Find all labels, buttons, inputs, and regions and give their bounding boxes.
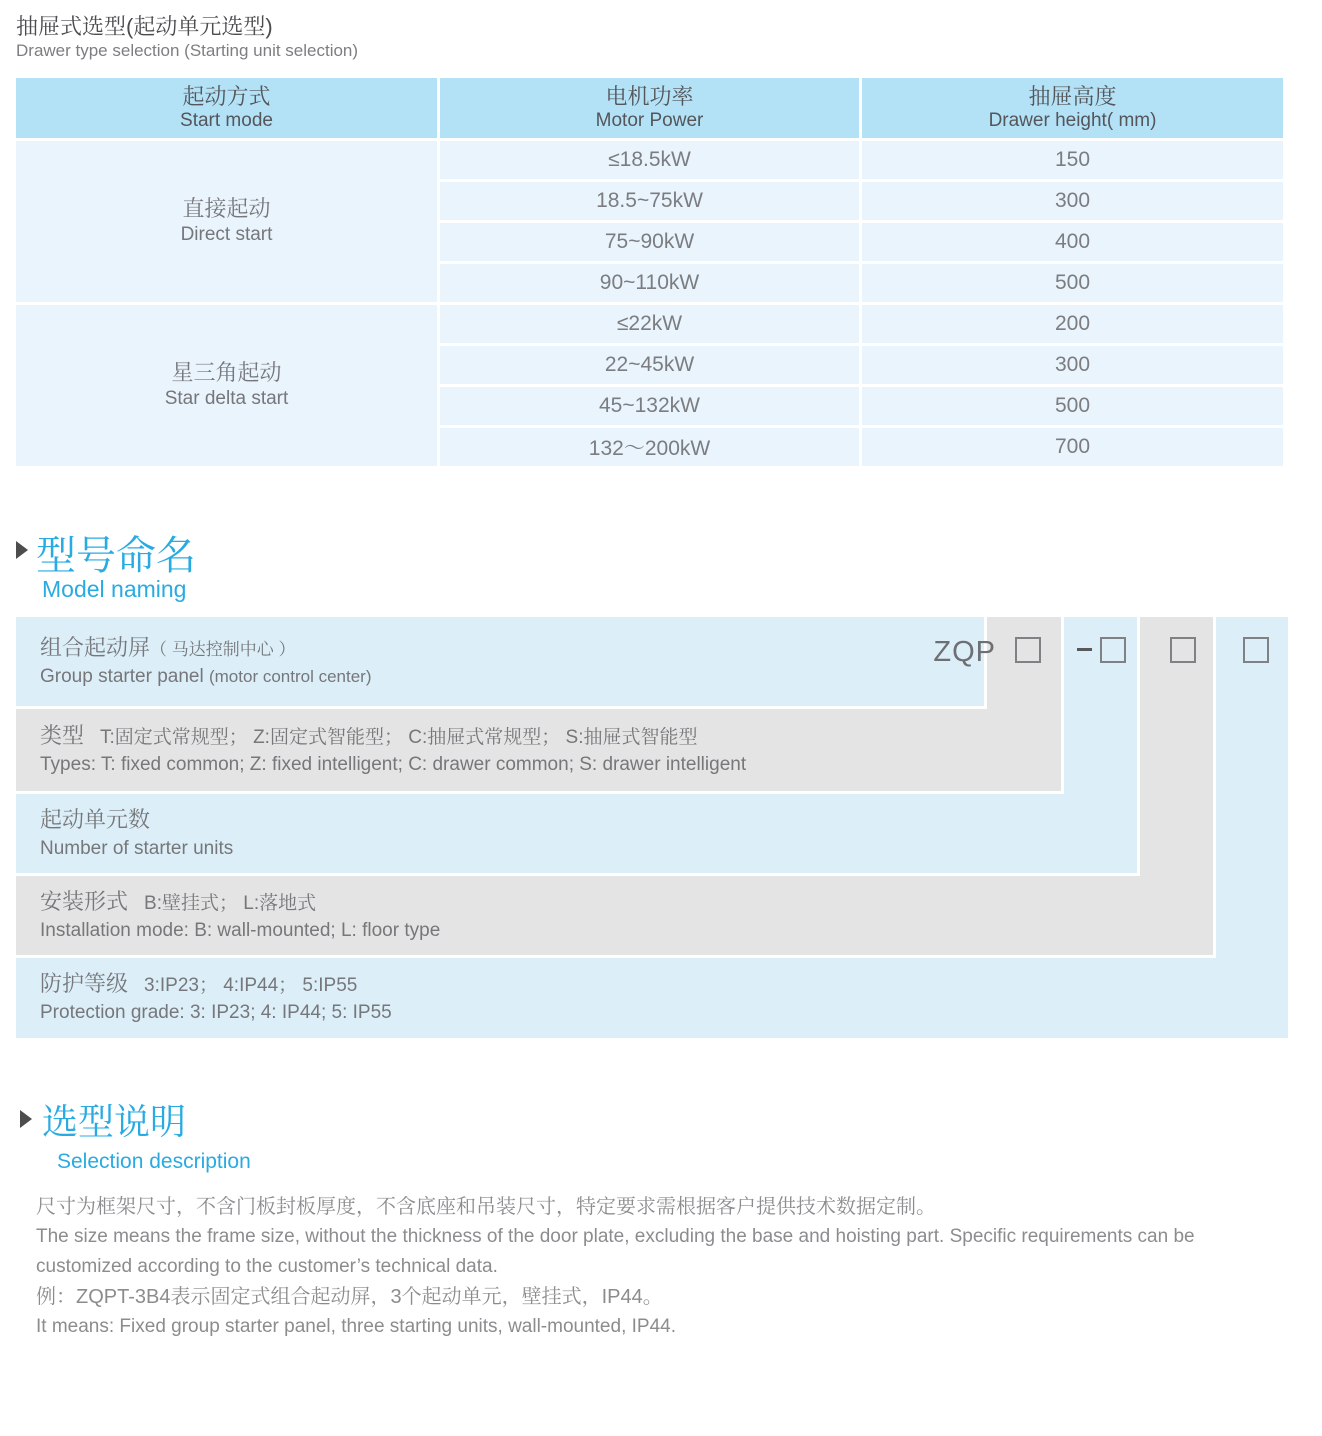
table-cell-height: 300 <box>862 346 1283 384</box>
header-cn: 电机功率 <box>605 83 694 109</box>
table-cell-power: 45~132kW <box>440 387 859 425</box>
row-detail: B:壁挂式； L:落地式 <box>144 892 317 914</box>
row-en: Group starter panel <box>40 665 209 687</box>
group-cn: 星三角起动 <box>171 359 282 385</box>
row-label: 类型 <box>40 723 85 749</box>
column-header-start-mode <box>16 78 437 138</box>
drawer-selection-table <box>16 78 1283 466</box>
model-code-box-installation <box>1170 637 1196 663</box>
table-cell-height: 150 <box>862 141 1283 179</box>
description-size-en: The size means the frame size, without the thickness of the door plate, excluding the base and hoisting part. Specific requirements can be customized according to the customer’s technical data. <box>36 1226 1195 1277</box>
naming-row-protection-grade <box>16 958 1288 1038</box>
selection-description-text <box>36 1192 1290 1342</box>
description-size-cn: 尺寸为框架尺寸，不含门板封板厚度，不含底座和吊装尺寸，特定要求需根据客户提供技术数据定制。 <box>36 1196 936 1218</box>
row-cn-sub: （ 马达控制中心 ） <box>150 639 296 659</box>
table-cell-power: ≤22kW <box>440 305 859 343</box>
group-en: Direct start <box>180 224 273 246</box>
table-cell-power: 18.5~75kW <box>440 182 859 220</box>
table-cell-height: 700 <box>862 428 1283 466</box>
table-group-direct-start <box>16 141 437 302</box>
column-header-motor-power <box>440 78 859 138</box>
row-label: 防护等级 <box>40 971 129 997</box>
model-code-box-type <box>1015 637 1041 663</box>
table-cell-height: 200 <box>862 305 1283 343</box>
model-code-dash <box>1077 648 1092 651</box>
model-naming-diagram <box>16 617 1288 1038</box>
row-detail: T:固定式常规型； Z:固定式智能型； C:抽屉式常规型； S:抽屉式智能型 <box>100 727 698 749</box>
section-title-model-naming-en: Model naming <box>42 576 187 602</box>
model-code-box-units <box>1100 637 1126 663</box>
section-title-model-naming-cn: 型号命名 <box>36 534 196 578</box>
table-cell-power: 90~110kW <box>440 264 859 302</box>
table-cell-power: 22~45kW <box>440 346 859 384</box>
table-cell-height: 500 <box>862 387 1283 425</box>
model-code-prefix: ZQP <box>933 636 996 668</box>
model-code-box-protection <box>1243 637 1269 663</box>
section-title-selection-description-en: Selection description <box>57 1150 251 1173</box>
table-cell-height: 500 <box>862 264 1283 302</box>
table-cell-power: 132～200kW <box>440 428 859 466</box>
header-cn: 抽屉高度 <box>1028 83 1117 109</box>
row-cn: 组合起动屏 <box>40 634 151 660</box>
section-marker-icon <box>20 1110 32 1128</box>
row-en: Types: T: fixed common; Z: fixed intelligent; C: drawer common; S: drawer intelligent <box>40 754 747 776</box>
row-detail: 3:IP23； 4:IP44； 5:IP55 <box>144 975 358 997</box>
page-title-en: Drawer type selection (Starting unit selection) <box>16 41 359 60</box>
section-marker-icon <box>16 541 28 559</box>
header-en: Drawer height( mm) <box>988 110 1157 132</box>
header-en: Start mode <box>180 110 273 132</box>
section-title-selection-description-cn: 选型说明 <box>42 1101 187 1142</box>
description-example-cn: 例：ZQPT-3B4表示固定式组合起动屏，3个起动单元，壁挂式，IP44。 <box>36 1286 663 1308</box>
naming-row-installation-mode <box>16 876 1213 955</box>
group-en: Star delta start <box>164 388 289 410</box>
table-group-star-delta-start <box>16 305 437 466</box>
row-en: Protection grade: 3: IP23; 4: IP44; 5: IP55 <box>40 1002 392 1024</box>
naming-row-type <box>16 709 1061 791</box>
header-cn: 起动方式 <box>182 83 271 109</box>
description-example-en: It means: Fixed group starter panel, three starting units, wall-mounted, IP44. <box>36 1316 676 1337</box>
table-cell-power: ≤18.5kW <box>440 141 859 179</box>
table-cell-height: 400 <box>862 223 1283 261</box>
table-cell-height: 300 <box>862 182 1283 220</box>
row-en: Installation mode: B: wall-mounted; L: floor type <box>40 919 441 941</box>
row-en-sub: (motor control center) <box>208 666 372 686</box>
row-cn: 起动单元数 <box>40 806 151 832</box>
column-header-drawer-height <box>862 78 1283 138</box>
group-cn: 直接起动 <box>182 195 271 221</box>
header-en: Motor Power <box>595 110 704 132</box>
page-title-cn: 抽屉式选型(起动单元选型) <box>16 14 273 39</box>
row-en: Number of starter units <box>40 837 234 859</box>
row-label: 安装形式 <box>40 888 129 914</box>
table-cell-power: 75~90kW <box>440 223 859 261</box>
naming-row-starter-units <box>16 794 1137 873</box>
naming-row-group-starter-panel <box>16 617 984 706</box>
